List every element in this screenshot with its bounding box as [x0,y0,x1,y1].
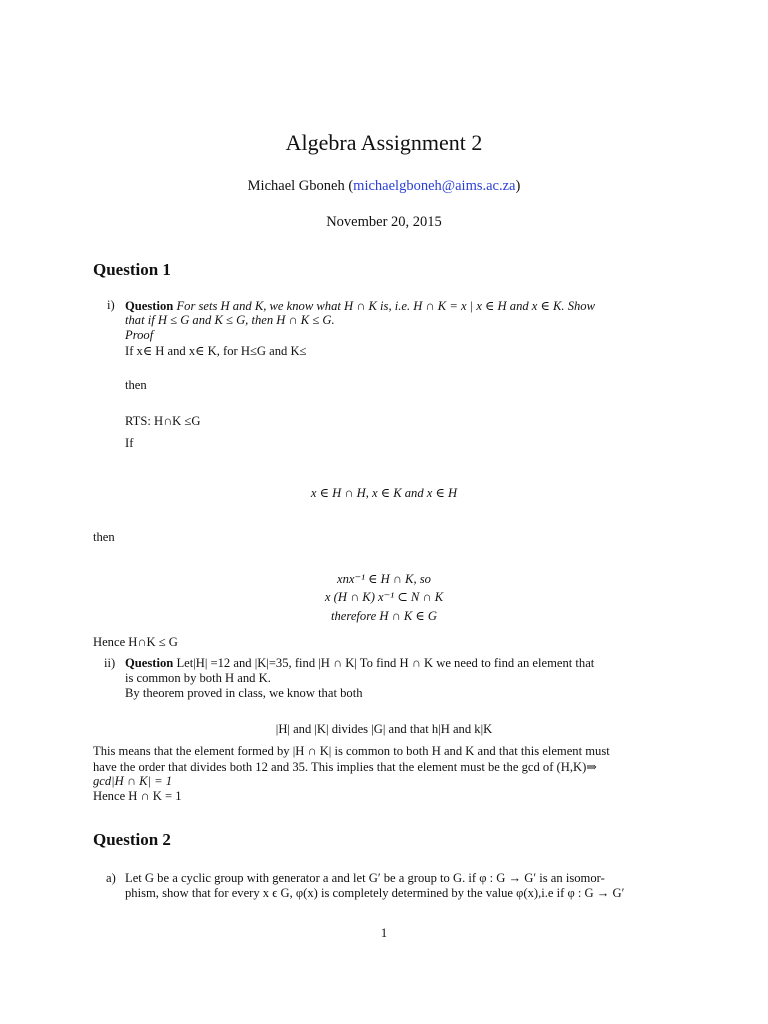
equation-divides: |H| and |K| divides |G| and that h|H and k|K [275,722,493,736]
equation-2: xnx⁻¹ ∈ H ∩ K, so [337,572,431,586]
item-marker-a: a) [106,871,116,885]
proof-line-if: If x∈ H and x∈ K, for H≤G and K≤ [125,344,307,358]
paragraph-line-2: have the order that divides both 12 and 35. This implies that the element must be the gcd of (H,K)⇒ [93,760,597,774]
question-label: Question [125,656,174,670]
equation-3: x (H ∩ K) x⁻¹ ⊂ N ∩ K [324,590,444,604]
document-title: Algebra Assignment 2 [285,130,483,155]
question-label: Question [125,299,174,313]
paragraph-line-1: This means that the element formed by |H ∩ K| is common to both H and K and that this element must [93,744,610,758]
q1-ii-line2: is common by both H and K. [125,671,271,685]
proof-hence: Hence H∩K ≤ G [93,635,178,649]
proof-label: Proof [125,328,154,342]
section-heading-q2: Question 2 [93,830,171,849]
proof-then: then [125,378,147,392]
section-heading-q1: Question 1 [93,260,171,279]
proof-if: If [125,436,134,450]
q1-ii-line1 [125,656,594,671]
q2-a-line1: Let G be a cyclic group with generator a and let G′ be a group to G. if φ : G → G′ is an isomor- [125,871,605,885]
q1-i-question-line1 [125,298,595,314]
author-line: Michael Gboneh (michaelgboneh@aims.ac.za) [247,178,521,194]
page-number: 1 [380,926,388,940]
q1-i-question-line2: that if H ≤ G and K ≤ G, then H ∩ K ≤ G. [125,313,335,327]
q1-ii-line3: By theorem proved in class, we know that both [125,686,363,700]
question-text: Let|H| =12 and |K|=35, find |H ∩ K| To find H ∩ K we need to find an element that [176,656,595,670]
q1-ii-hence: Hence H ∩ K = 1 [93,789,182,803]
document-date: November 20, 2015 [326,214,442,230]
author-name: Michael Gboneh [247,178,345,194]
author-email-link[interactable]: michaelgboneh@aims.ac.za [353,178,516,194]
item-marker-ii: ii) [104,656,116,670]
equation-1: x ∈ H ∩ H, x ∈ K and x ∈ H [310,486,458,500]
item-marker-i: i) [107,298,115,312]
proof-rts: RTS: H∩K ≤G [125,414,201,428]
proof-then-2: then [93,530,115,544]
equation-4: therefore H ∩ K ∈ G [331,609,437,623]
question-text: For sets H and K, we know what H ∩ K is, i.e. H ∩ K = x | x ∈ H and x ∈ K. Show [176,299,596,313]
q2-a-line2: phism, show that for every x ϵ G, φ(x) is completely determined by the value φ(x),i.e if φ : G → G′ [125,886,625,900]
paragraph-line-3: gcd|H ∩ K| = 1 [93,774,173,788]
